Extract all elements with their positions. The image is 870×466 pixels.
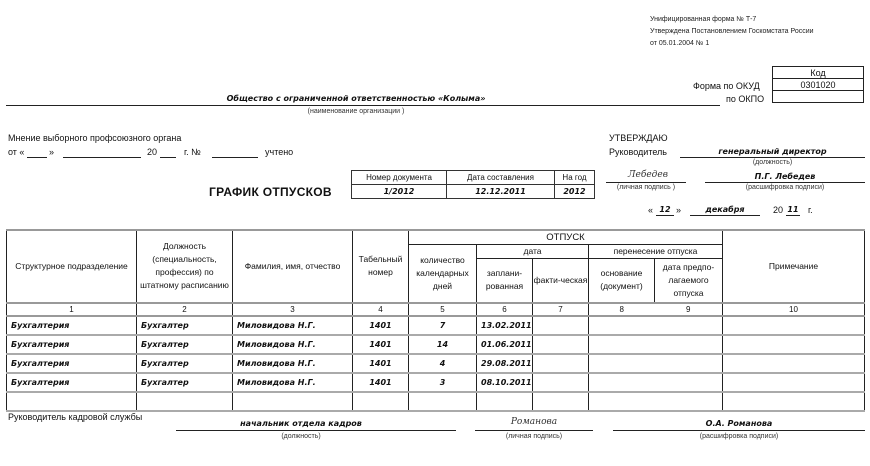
- header-planned-date: заплани-рованная: [477, 259, 533, 303]
- header-personnel-number: Табельный номер: [353, 230, 409, 303]
- approval-title: УТВЕРЖДАЮ: [609, 133, 668, 143]
- header-expected-date: дата предпо-лагаемого отпуска: [655, 259, 723, 303]
- hr-position-line: [176, 430, 456, 431]
- column-number: 1: [7, 303, 137, 316]
- hr-name: О.А. Романова: [705, 419, 773, 428]
- codes-header: Код: [773, 67, 864, 79]
- cell-personnel-number: 1401: [353, 335, 409, 354]
- approval-day-close: »: [676, 205, 682, 215]
- cell-transfer-basis: [589, 373, 723, 392]
- cell-days-count: 14: [409, 335, 477, 354]
- column-number: 9: [655, 303, 723, 316]
- union-from-label: от «: [8, 147, 25, 157]
- column-number: 4: [353, 303, 409, 316]
- column-number: 7: [533, 303, 589, 316]
- union-number-field[interactable]: [212, 157, 258, 158]
- cell-position: Бухгалтер: [137, 335, 233, 354]
- cell-department: Бухгалтерия: [7, 316, 137, 335]
- header-department: Структурное подразделение: [7, 230, 137, 303]
- cell-note: [723, 316, 865, 335]
- union-day-field[interactable]: [27, 157, 47, 158]
- cell-full-name: Миловидова Н.Г.: [233, 316, 353, 335]
- approval-day: 12: [659, 205, 671, 214]
- header-position: Должность (специальность, профессия) по штатному расписанию: [137, 230, 233, 303]
- cell-position: Бухгалтер: [137, 316, 233, 335]
- column-number: 8: [589, 303, 655, 316]
- form-unified-label: Унифицированная форма № Т-7: [650, 16, 757, 23]
- column-number: 2: [137, 303, 233, 316]
- okpo-label: по ОКПО: [726, 94, 765, 104]
- cell-position: Бухгалтер: [137, 354, 233, 373]
- cell-planned-date: 01.06.2011: [477, 335, 533, 354]
- cell-full-name: Миловидова Н.Г.: [233, 373, 353, 392]
- union-accounted-label: учтено: [265, 147, 294, 157]
- hr-position: начальник отдела кадров: [240, 419, 362, 428]
- approval-day-open: «: [648, 205, 654, 215]
- union-quote-close: »: [49, 147, 55, 157]
- approval-year-line: [786, 215, 800, 216]
- union-month-field[interactable]: [63, 157, 141, 158]
- cell-actual-date: [533, 373, 589, 392]
- document-info-table: [351, 170, 595, 199]
- cell-position: Бухгалтер: [137, 373, 233, 392]
- cell-days-count: 7: [409, 316, 477, 335]
- approval-position-line: [680, 157, 865, 158]
- cell-days-count: [409, 392, 477, 411]
- doc-date-value: 12.12.2011: [447, 185, 555, 199]
- cell-transfer-basis: [589, 335, 723, 354]
- approval-signature-line: [606, 182, 686, 183]
- hr-head-label: Руководитель кадровой службы: [8, 412, 143, 422]
- table-row: [7, 335, 865, 354]
- hr-signature-line: [475, 430, 593, 431]
- approval-year: 11: [787, 205, 799, 214]
- cell-note: [723, 392, 865, 411]
- cell-note: [723, 335, 865, 354]
- column-number: 10: [723, 303, 865, 316]
- cell-department: [7, 392, 137, 411]
- cell-transfer-basis: [589, 392, 723, 411]
- header-date-group: дата: [477, 245, 589, 259]
- cell-transfer-basis: [589, 354, 723, 373]
- doc-number-value: 1/2012: [352, 185, 447, 199]
- approval-year-suffix: г.: [808, 205, 813, 215]
- organization-caption: (наименование организации ): [307, 108, 405, 115]
- cell-actual-date: [533, 392, 589, 411]
- approval-signature-caption: (личная подпись ): [616, 184, 676, 191]
- cell-personnel-number: [353, 392, 409, 411]
- cell-planned-date: [477, 392, 533, 411]
- header-vacation: ОТПУСК: [409, 230, 723, 245]
- column-number: 6: [477, 303, 533, 316]
- table-row: [7, 354, 865, 373]
- doc-year-header: На год: [555, 171, 595, 185]
- cell-days-count: 3: [409, 373, 477, 392]
- cell-department: Бухгалтерия: [7, 335, 137, 354]
- approval-position-caption: (должность): [752, 159, 793, 166]
- okud-label: Форма по ОКУД: [693, 81, 760, 91]
- cell-days-count: 4: [409, 354, 477, 373]
- approval-head-label: Руководитель: [609, 147, 667, 157]
- approval-day-line: [656, 215, 674, 216]
- table-row: [7, 373, 865, 392]
- cell-department: Бухгалтерия: [7, 354, 137, 373]
- cell-actual-date: [533, 354, 589, 373]
- cell-full-name: [233, 392, 353, 411]
- cell-actual-date: [533, 316, 589, 335]
- vacation-schedule-table: [6, 229, 865, 412]
- doc-year-value: 2012: [555, 185, 595, 199]
- organization-name: Общество с ограниченной ответственностью «Колыма»: [226, 94, 486, 103]
- approval-position: генеральный директор: [718, 147, 827, 156]
- cell-full-name: Миловидова Н.Г.: [233, 354, 353, 373]
- okpo-value: [773, 91, 864, 103]
- header-transfer-group: перенесение отпуска: [589, 245, 723, 259]
- cell-personnel-number: 1401: [353, 373, 409, 392]
- form-approval-label: Утверждена Постановлением Госкомстата России: [650, 28, 814, 35]
- approval-month: декабря: [705, 205, 745, 214]
- header-days-count: количество календарных дней: [409, 245, 477, 303]
- cell-note: [723, 354, 865, 373]
- approval-name-caption: (расшифровка подписи): [745, 184, 825, 191]
- form-approval-date: от 05.01.2004 № 1: [650, 40, 710, 47]
- cell-planned-date: 29.08.2011: [477, 354, 533, 373]
- column-number: 3: [233, 303, 353, 316]
- header-transfer-basis: основание (документ): [589, 259, 655, 303]
- union-number-label: г. №: [184, 147, 201, 157]
- cell-planned-date: 13.02.2011: [477, 316, 533, 335]
- cell-personnel-number: 1401: [353, 316, 409, 335]
- doc-number-header: Номер документа: [352, 171, 447, 185]
- cell-personnel-number: 1401: [353, 354, 409, 373]
- codes-table: [772, 66, 864, 103]
- hr-signature-caption: (личная подпись): [505, 433, 563, 440]
- cell-planned-date: 08.10.2011: [477, 373, 533, 392]
- union-year-prefix: 20: [147, 147, 158, 157]
- hr-name-line: [613, 430, 865, 431]
- header-full-name: Фамилия, имя, отчество: [233, 230, 353, 303]
- approval-name: П.Г. Лебедев: [754, 172, 816, 181]
- hr-signature: Романова: [510, 417, 558, 427]
- okud-value: 0301020: [773, 79, 864, 91]
- approval-name-line: [705, 182, 865, 183]
- header-actual-date: факти-ческая: [533, 259, 589, 303]
- approval-signature: Лебедев: [628, 170, 668, 180]
- header-note: Примечание: [723, 230, 865, 303]
- hr-name-caption: (расшифровка подписи): [699, 433, 779, 440]
- cell-department: Бухгалтерия: [7, 373, 137, 392]
- organization-line: [6, 105, 720, 106]
- cell-actual-date: [533, 335, 589, 354]
- table-row: [7, 316, 865, 335]
- cell-position: [137, 392, 233, 411]
- approval-year-prefix: 20: [773, 205, 784, 215]
- cell-full-name: Миловидова Н.Г.: [233, 335, 353, 354]
- hr-position-caption: (должность): [281, 433, 321, 440]
- table-row: [7, 392, 865, 411]
- union-year-field[interactable]: [160, 157, 176, 158]
- document-title: ГРАФИК ОТПУСКОВ: [209, 185, 332, 199]
- cell-transfer-basis: [589, 316, 723, 335]
- union-opinion-label: Мнение выборного профсоюзного органа: [8, 133, 182, 143]
- cell-note: [723, 373, 865, 392]
- approval-month-line: [690, 215, 760, 216]
- column-number: 5: [409, 303, 477, 316]
- doc-date-header: Дата составления: [447, 171, 555, 185]
